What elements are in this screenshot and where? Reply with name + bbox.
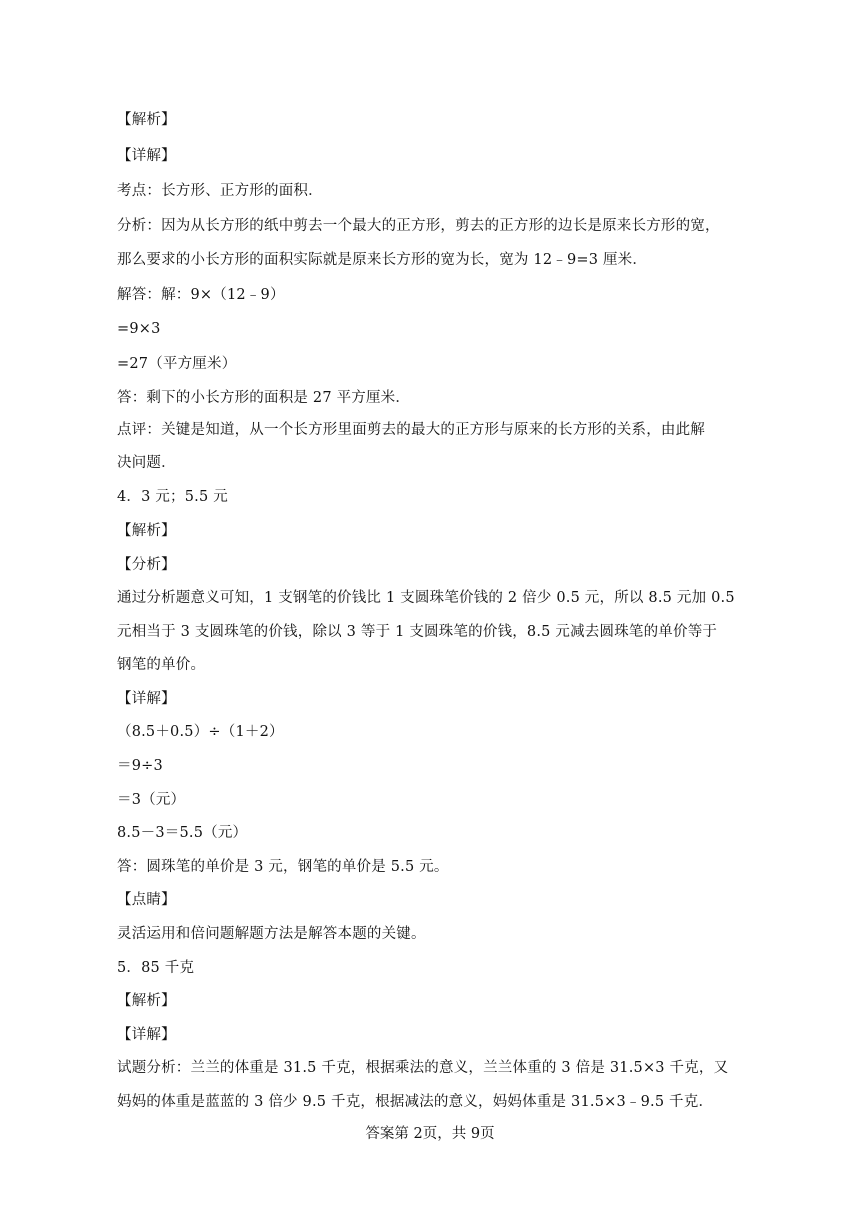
text-line: 决问题．	[117, 455, 176, 471]
section-heading-jiexi: 【解析】	[117, 523, 176, 539]
text-line: 考点：长方形、正方形的面积．	[117, 183, 323, 199]
section-heading-fenxi: 【分析】	[117, 557, 176, 573]
equation-line: （8.5＋0.5）÷（1＋2）	[117, 724, 284, 740]
equation-line: ＝3（元）	[117, 792, 186, 808]
text-line: 分析：因为从长方形的纸中剪去一个最大的正方形，剪去的正方形的边长是原来长方形的宽，	[117, 218, 720, 234]
text-line: 通过分析题意义可知，1 支钢笔的价钱比 1 支圆珠笔价钱的 2 倍少 0.5 元，所以 8.5 元加 0.5	[117, 590, 735, 606]
text-line: 那么要求的小长方形的面积实际就是原来长方形的宽为长，宽为 12﹣9=3 厘米．	[117, 252, 648, 268]
section-heading-jiexi: 【解析】	[117, 993, 176, 1009]
section-heading-dianjing: 【点睛】	[117, 892, 176, 908]
text-line: 试题分析：兰兰的体重是 31.5 千克，根据乘法的意义，兰兰体重的 3 倍是 31.5×3 千克，又	[117, 1060, 729, 1076]
equation-line: ＝9÷3	[117, 758, 163, 774]
text-line: 点评：关键是知道，从一个长方形里面剪去的最大的正方形与原来的长方形的关系，由此解	[117, 422, 705, 438]
question-answer-header: 5．85 千克	[117, 960, 195, 976]
section-heading-xiangjie: 【详解】	[117, 691, 176, 707]
text-line: 元相当于 3 支圆珠笔的价钱，除以 3 等于 1 支圆珠笔的价钱，8.5 元减去圆珠笔的单价等于	[117, 624, 718, 640]
text-line: 妈妈的体重是蓝蓝的 3 倍少 9.5 千克，根据减法的意义，妈妈体重是 31.5×3﹣9.5 千克．	[117, 1094, 714, 1110]
equation-line: =9×3	[117, 321, 161, 337]
equation-line: 8.5－3＝5.5（元）	[117, 825, 248, 841]
answer-line: 答：剩下的小长方形的面积是 27 平方厘米．	[117, 390, 411, 406]
page-footer: 答案第 2页，共 9页	[365, 1126, 495, 1142]
answer-line: 答：圆珠笔的单价是 3 元，钢笔的单价是 5.5 元。	[117, 859, 449, 875]
text-line: 灵活运用和倍问题解题方法是解答本题的关键。	[117, 926, 426, 942]
section-heading-xiangjie: 【详解】	[117, 1027, 176, 1043]
text-line: 解答：解：9×（12﹣9）	[117, 287, 285, 303]
question-answer-header: 4．3 元；5.5 元	[117, 489, 228, 505]
equation-line: =27（平方厘米）	[117, 356, 237, 372]
text-line: 钢笔的单价。	[117, 657, 206, 673]
section-heading-xiangjie: 【详解】	[117, 148, 176, 164]
section-heading-jiexi: 【解析】	[117, 112, 176, 128]
